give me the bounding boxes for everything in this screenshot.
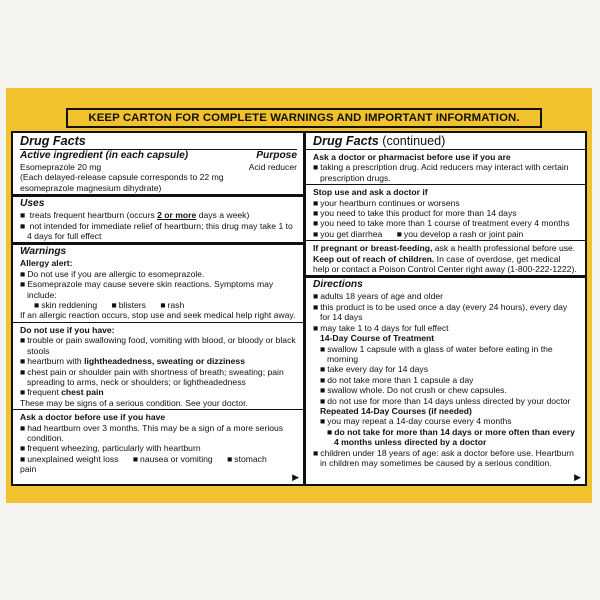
skin-symptom: ■ blisters (112, 300, 146, 310)
pregnancy-keep-away-section (306, 240, 585, 275)
skin-symptoms-row (20, 300, 297, 310)
ask-doctor-inline-row (20, 454, 297, 475)
warnings-heading: Warnings (20, 246, 67, 258)
children-item: ■ children under 18 years of age: ask a doctor before use. Heartburn in children may sometimes be caused by a serious condition. (313, 448, 579, 469)
stop-use-item: ■ your heartburn continues or worsens (313, 198, 579, 208)
allergy-stop-text: If an allergic reaction occurs, stop use and seek medical help right away. (20, 310, 296, 321)
uses-section (13, 194, 303, 242)
pharmacist-item: ■ taking a prescription drug. Acid reducers may interact with certain prescription drugs. (313, 162, 579, 183)
continue-arrow-icon: ▶ (292, 472, 299, 482)
keep-away-text: In case of overdose, get medical help or contact a Poison Control Center right away (1-800-222-1222). (313, 253, 577, 275)
do-not-use-section (13, 322, 303, 409)
uses-heading: Uses (20, 198, 45, 210)
continued-title-section (306, 133, 585, 149)
uses-item-text: not intended for immediate relief of heartburn; this drug may take 1 to 4 days for full effect (27, 220, 293, 242)
active-ingredient-heading: Active ingredient (in each capsule) (20, 150, 189, 161)
pregnancy-warning (313, 243, 579, 253)
ask-doctor-item: ■ frequent wheezing, particularly with heartburn (20, 443, 297, 453)
keep-away-bold: Keep out of reach of children. (313, 253, 435, 264)
ask-doctor-item: ■ stomach pain (20, 454, 267, 474)
warnings-section (13, 242, 303, 321)
course-heading: 14-Day Course of Treatment (320, 333, 435, 344)
do-not-use-note: These may be signs of a serious condition. See your doctor. (20, 397, 248, 408)
ingredient-name: Esomeprazole 20 mg (20, 162, 102, 172)
repeat-bold-item: ■ do not take for more than 14 days or more often than every 4 months unless directed by a doctor (320, 427, 579, 448)
ask-doctor-item: ■ nausea or vomiting (133, 454, 213, 464)
directions-item: ■ may take 1 to 4 days for full effect (313, 323, 579, 333)
allergy-item: ■ Do not use if you are allergic to esomeprazole. (20, 269, 297, 279)
do-not-use-item (20, 367, 297, 388)
ingredient-row (20, 162, 297, 172)
stop-use-inline-row (313, 229, 579, 239)
pregnancy-warning-text: ask a health professional before use. (432, 243, 576, 254)
uses-item-text-end: days a week) (196, 210, 250, 221)
course-item: ■ swallow 1 capsule with a glass of water before eating in the morning (320, 344, 579, 365)
ask-doctor-heading: Ask a doctor before use if you have (20, 412, 166, 423)
drug-facts-panel (11, 131, 587, 486)
repeat-heading: Repeated 14-Day Courses (if needed) (320, 405, 472, 416)
course-item: ■ do not take more than 1 capsule a day (320, 375, 579, 385)
stop-use-item: ■ you get diarrhea (313, 229, 382, 239)
directions-section (306, 275, 585, 469)
course-item: ■ do not use for more than 14 days unless directed by your doctor (320, 396, 579, 406)
uses-item (20, 210, 297, 220)
stop-use-heading: Stop use and ask a doctor if (313, 187, 428, 198)
pregnancy-warning-bold: If pregnant or breast-feeding, (313, 243, 433, 254)
course-block (313, 333, 579, 447)
do-not-use-item (20, 356, 297, 366)
active-ingredient-section (13, 133, 303, 194)
allergy-item: ■ Esomeprazole may cause severe skin reactions. Symptoms may include: (20, 279, 297, 300)
do-not-use-emphasis: chest pain (61, 387, 104, 398)
active-ingredient-header-row (20, 149, 297, 162)
directions-heading: Directions (313, 279, 363, 291)
drug-facts-left-column (13, 133, 303, 484)
ingredient-purpose: Acid reducer (248, 162, 297, 172)
uses-item (20, 221, 297, 242)
pharmacist-heading: Ask a doctor or pharmacist before use if you are (313, 152, 511, 162)
stop-use-item: ■ you develop a rash or joint pain (397, 229, 524, 239)
course-item: ■ take every day for 14 days (320, 364, 579, 374)
drug-facts-title-text: Drug Facts (313, 134, 379, 148)
drug-facts-continued-title (313, 134, 579, 148)
drug-facts-right-column (306, 133, 585, 484)
directions-item: ■ adults 18 years of age and older (313, 291, 579, 301)
skin-symptom: ■ rash (160, 300, 184, 310)
ingredient-note: (Each delayed-release capsule corresponds to 22 mg esomeprazole magnesium dihydrate) (20, 172, 224, 193)
do-not-use-emphasis: lightheadedness, sweating or dizziness (84, 356, 245, 367)
do-not-use-text: frequent (27, 387, 62, 398)
uses-item-text: treats frequent heartburn (occurs (29, 210, 158, 221)
drug-facts-title: Drug Facts (20, 134, 86, 148)
do-not-use-heading: Do not use if you have: (20, 324, 115, 335)
course-item: ■ swallow whole. Do not crush or chew capsules. (320, 385, 579, 395)
ask-doctor-item: ■ unexplained weight loss (20, 454, 118, 464)
stop-use-item: ■ you need to take more than 1 course of treatment every 4 months (313, 218, 579, 228)
continued-suffix: (continued) (378, 134, 446, 148)
purpose-heading: Purpose (256, 150, 297, 161)
repeat-item: ■ you may repeat a 14-day course every 4 months (320, 416, 579, 426)
carton-warning-banner: KEEP CARTON FOR COMPLETE WARNINGS AND IMPORTANT INFORMATION. (66, 108, 542, 128)
do-not-use-text: chest pain or shoulder pain with shortness of breath; sweating; pain spreading to arms, neck or shoulders; or lightheadedness (27, 366, 284, 387)
uses-item-emphasis: 2 or more (157, 210, 197, 221)
ask-doctor-section (13, 409, 303, 475)
skin-symptom: ■ skin reddening (34, 300, 97, 310)
do-not-use-text: trouble or pain swallowing food, vomiting with blood, or bloody or black stools (27, 335, 296, 356)
pharmacist-section (306, 149, 585, 184)
stop-use-section (306, 184, 585, 240)
directions-item: ■ this product is to be used once a day (every 24 hours), every day for 14 days (313, 302, 579, 323)
do-not-use-item (20, 387, 297, 397)
ask-doctor-item: ■ had heartburn over 3 months. This may be a sign of a more serious condition. (20, 423, 297, 444)
do-not-use-item (20, 335, 297, 356)
continue-arrow-icon: ▶ (574, 472, 581, 482)
stop-use-item: ■ you need to take this product for more than 14 days (313, 208, 579, 218)
allergy-alert-heading: Allergy alert: (20, 258, 73, 269)
do-not-use-text: heartburn with (27, 356, 85, 367)
keep-away-warning (313, 254, 579, 275)
